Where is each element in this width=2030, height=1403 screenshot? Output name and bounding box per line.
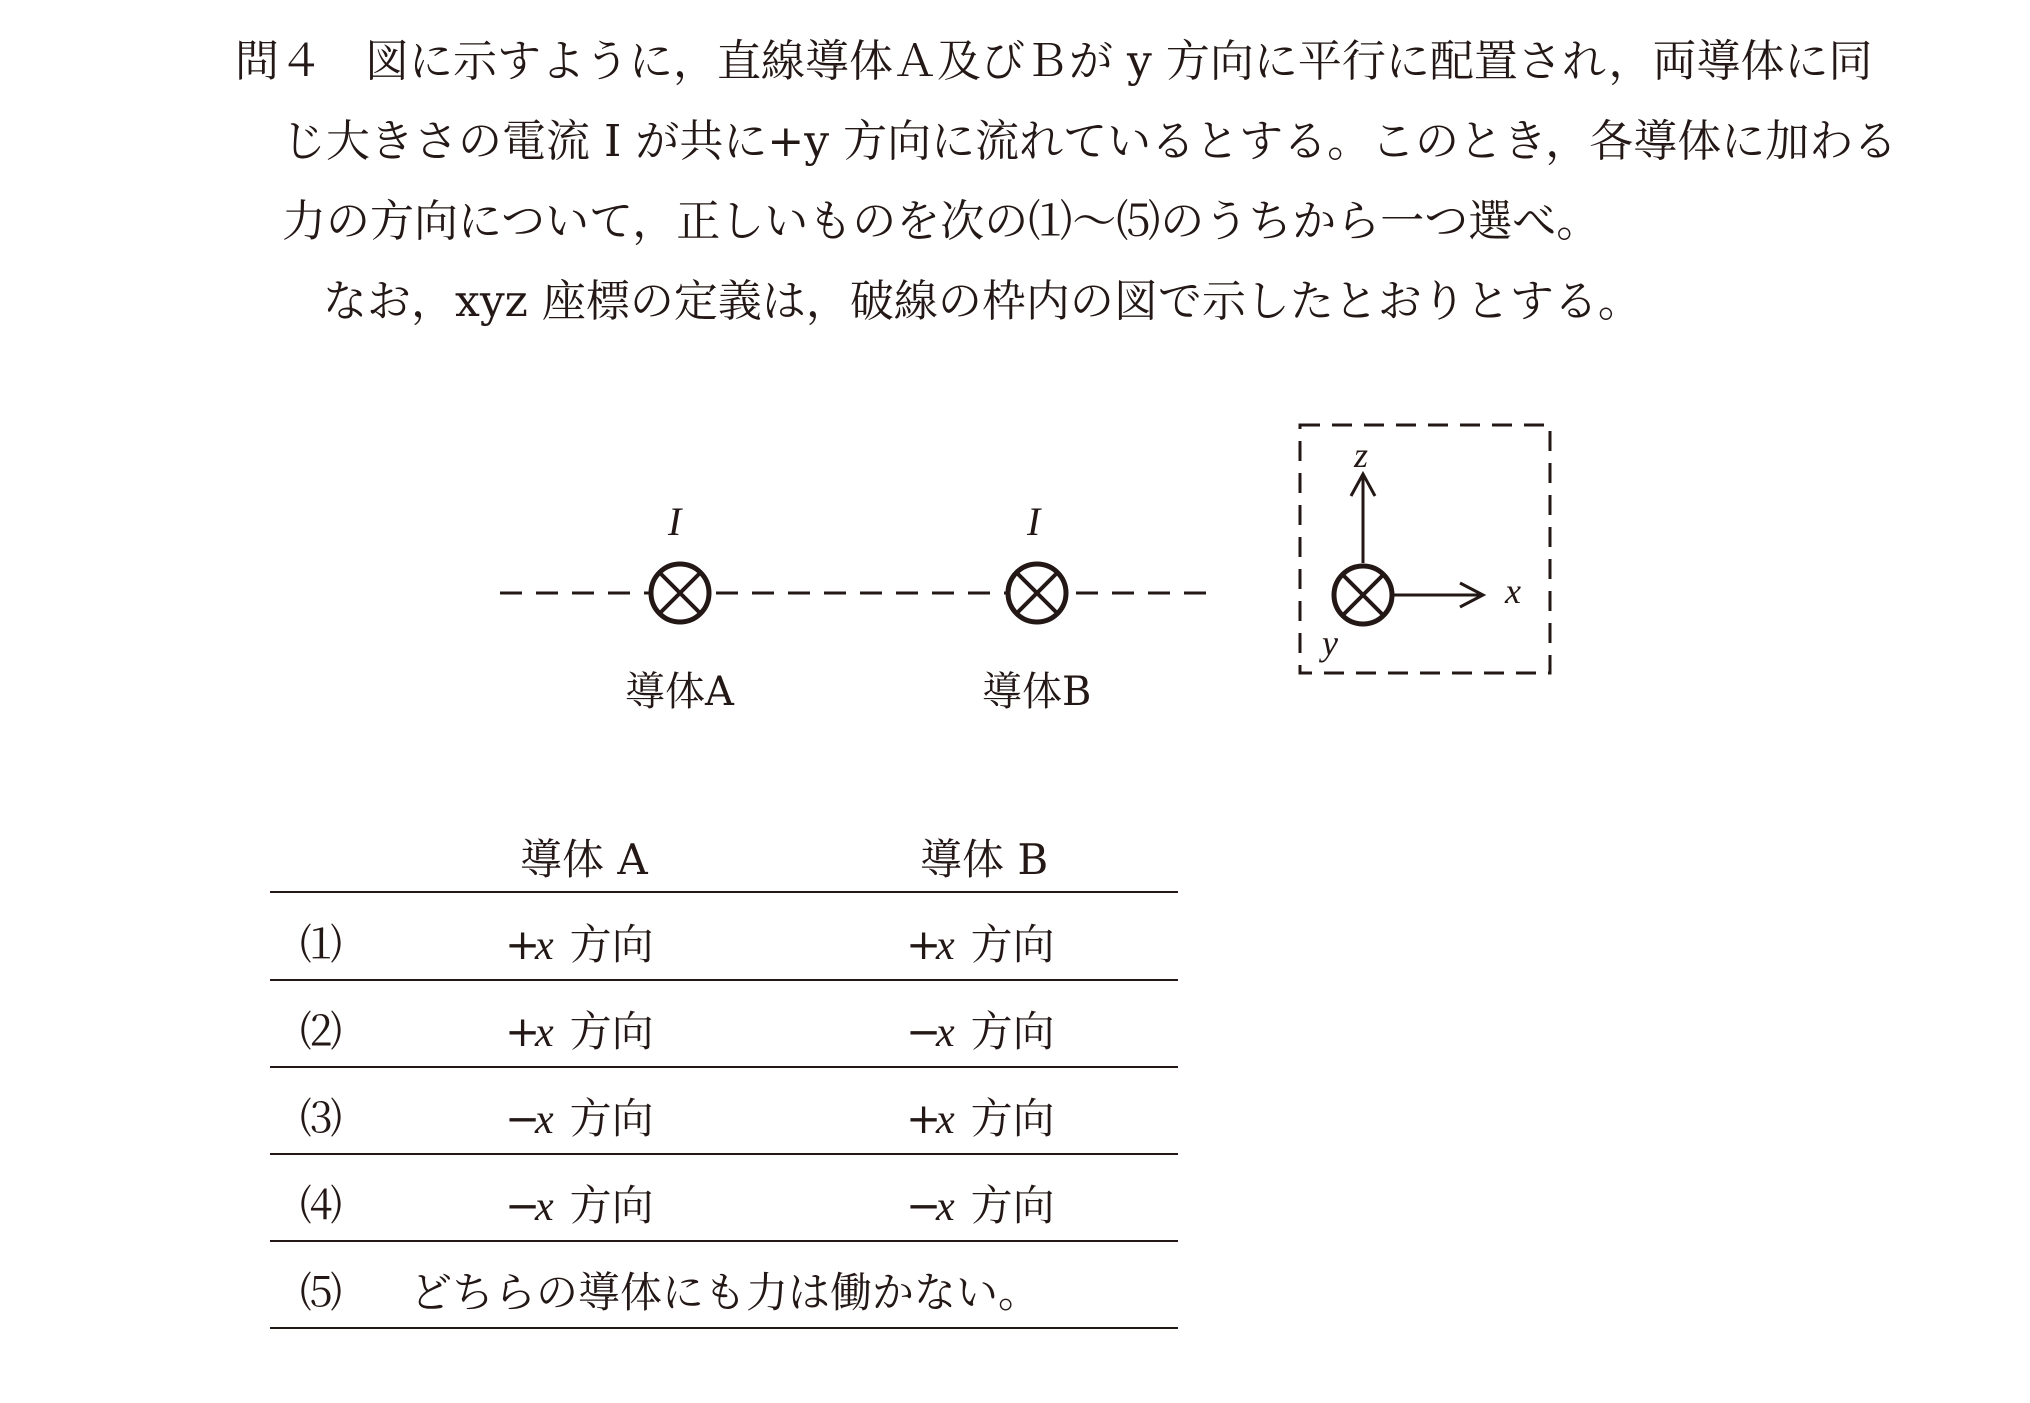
option-number-4[interactable]: ⑷ bbox=[300, 1181, 343, 1230]
current-label-b: I bbox=[1027, 499, 1041, 544]
into-page-current-icon bbox=[651, 564, 709, 622]
option-2-conductor-a: +x 方向 bbox=[505, 1007, 654, 1056]
option-5-text: どちらの導体にも力は働かない。 bbox=[410, 1268, 1041, 1317]
option-number-1[interactable]: ⑴ bbox=[300, 920, 343, 969]
table-rule bbox=[270, 1240, 1178, 1242]
current-label-a: I bbox=[668, 499, 682, 544]
option-2-conductor-b: −x 方向 bbox=[906, 1007, 1055, 1056]
table-header-b: 導体 B bbox=[920, 835, 1049, 884]
into-page-current-icon bbox=[1008, 564, 1066, 622]
axis-z-label: z bbox=[1354, 435, 1369, 475]
option-4-conductor-a: −x 方向 bbox=[505, 1181, 654, 1230]
option-3-conductor-a: −x 方向 bbox=[505, 1094, 654, 1143]
question-number: 問４ bbox=[235, 36, 323, 87]
table-rule bbox=[270, 891, 1178, 893]
axis-y-label: y bbox=[1322, 623, 1338, 663]
question-line-3: 力の方向について，正しいものを次の⑴～⑸のうちから一つ選べ。 bbox=[282, 196, 1601, 247]
table-rule bbox=[270, 1153, 1178, 1155]
option-3-conductor-b: +x 方向 bbox=[906, 1094, 1055, 1143]
conductor-a-label: 導体A bbox=[625, 669, 734, 715]
table-rule bbox=[270, 979, 1178, 981]
table-header-a: 導体 A bbox=[520, 835, 648, 884]
option-1-conductor-b: +x 方向 bbox=[906, 920, 1055, 969]
into-page-current-icon bbox=[1334, 566, 1392, 624]
option-number-5[interactable]: ⑸ bbox=[300, 1268, 343, 1317]
table-rule bbox=[270, 1066, 1178, 1068]
option-number-3[interactable]: ⑶ bbox=[300, 1094, 343, 1143]
axis-x-label: x bbox=[1505, 571, 1521, 611]
question-line-4: なお，xyz 座標の定義は，破線の枠内の図で示したとおりとする。 bbox=[323, 276, 1642, 327]
question-line-2: じ大きさの電流 I が共に+y 方向に流れているとする。このとき，各導体に加わる bbox=[282, 116, 1898, 167]
question-text-1: 図に示すように，直線導体Ａ及びＢが y 方向に平行に配置され，両導体に同 bbox=[365, 36, 1873, 87]
option-1-conductor-a: +x 方向 bbox=[505, 920, 654, 969]
option-4-conductor-b: −x 方向 bbox=[906, 1181, 1055, 1230]
option-number-2[interactable]: ⑵ bbox=[300, 1007, 343, 1056]
table-rule bbox=[270, 1327, 1178, 1329]
conductor-b-label: 導体B bbox=[982, 669, 1092, 715]
